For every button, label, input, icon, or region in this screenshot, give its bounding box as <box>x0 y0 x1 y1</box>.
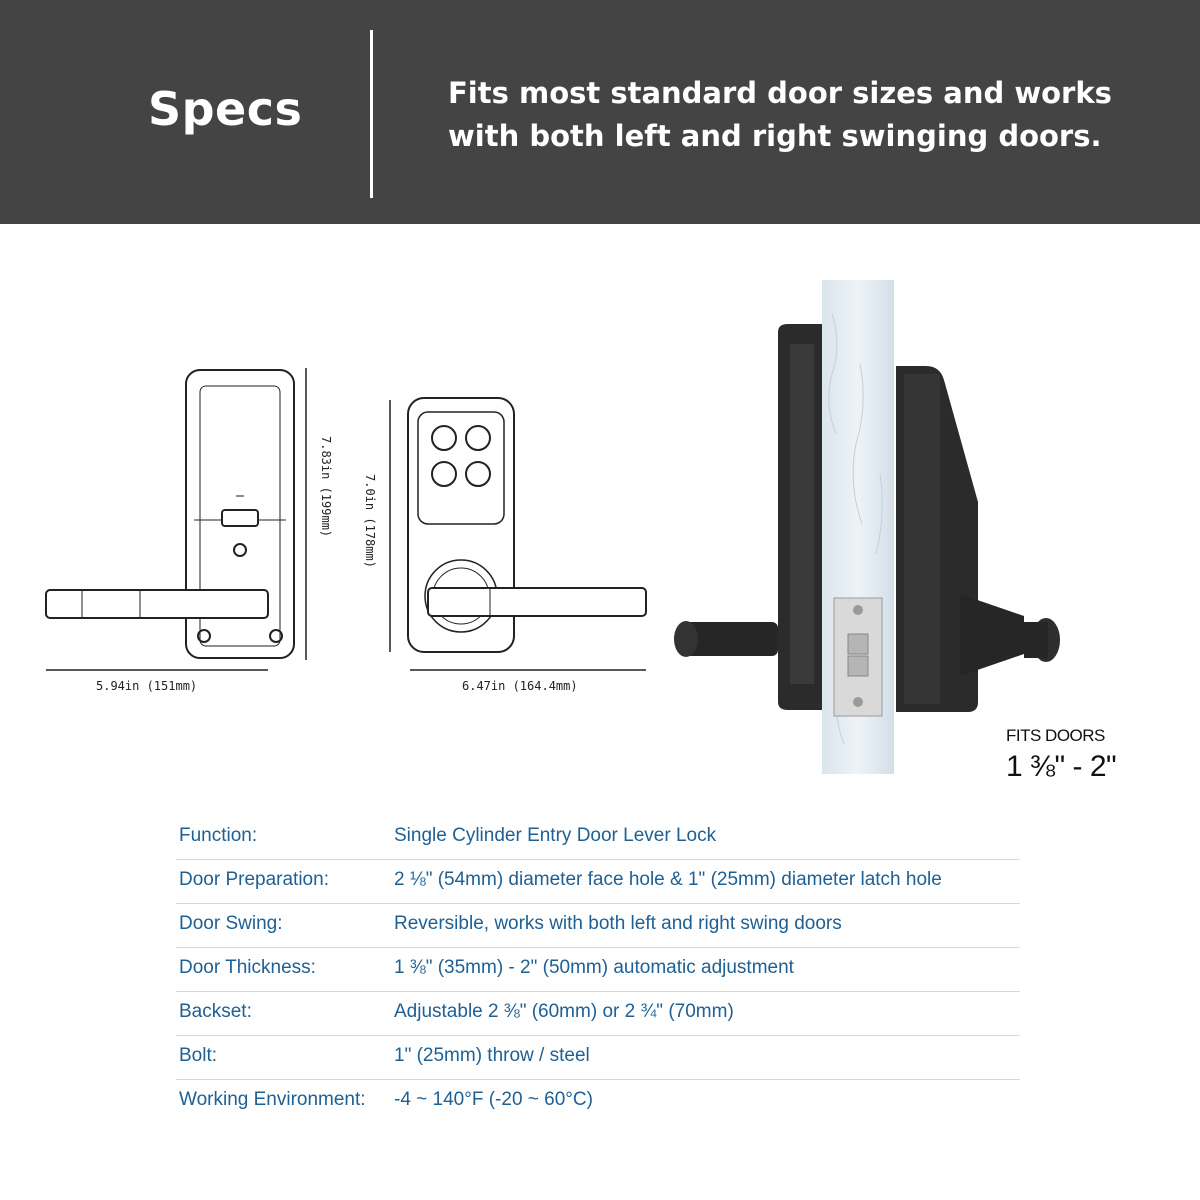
spec-value: -4 ~ 140°F (-20 ~ 60°C) <box>394 1089 593 1110</box>
keypad-width-label: 6.47in (164.4mm) <box>462 679 578 693</box>
spec-label: Door Thickness: <box>179 957 316 978</box>
front-height-label: 7.83in (199mm) <box>319 436 333 538</box>
spec-value: Single Cylinder Entry Door Lever Lock <box>394 825 717 846</box>
interior-lever <box>684 622 778 656</box>
fits-doors-range: 1 ⅜" - 2" <box>1006 750 1117 783</box>
spec-label: Door Swing: <box>179 913 283 934</box>
interior-lock-drawing <box>46 370 294 658</box>
side-view-lock <box>674 280 1060 774</box>
spec-value: 2 ⅛" (54mm) diameter face hole & 1" (25mm) diameter latch hole <box>394 869 942 890</box>
spec-label: Door Preparation: <box>179 869 329 890</box>
exterior-lock-drawing <box>408 398 646 652</box>
spec-value: Adjustable 2 ⅜" (60mm) or 2 ¾" (70mm) <box>394 1001 734 1022</box>
header-banner <box>0 0 1200 224</box>
spec-value: 1" (25mm) throw / steel <box>394 1045 590 1066</box>
spec-row-door-swing <box>176 904 1020 948</box>
spec-label: Working Environment: <box>179 1089 366 1110</box>
lock-drawings <box>0 224 1200 804</box>
spec-row-function <box>176 816 1020 860</box>
header-divider <box>370 30 373 198</box>
page-title: Specs <box>148 82 303 136</box>
spec-label: Backset: <box>179 1001 252 1022</box>
fits-doors-label: FITS DOORS <box>1006 726 1105 745</box>
spec-row-door-preparation <box>176 860 1020 904</box>
keypad-height-label: 7.0in (178mm) <box>363 474 377 568</box>
header-description: Fits most standard door sizes and works with both left and right swinging doors. <box>448 76 1112 153</box>
spec-row-door-thickness <box>176 948 1020 992</box>
spec-label: Bolt: <box>179 1045 218 1066</box>
spec-row-backset <box>176 992 1020 1036</box>
specs-table <box>176 816 1020 1123</box>
spec-label: Function: <box>179 825 258 846</box>
spec-row-bolt <box>176 1036 1020 1080</box>
spec-value: 1 ⅜" (35mm) - 2" (50mm) automatic adjustment <box>394 957 794 978</box>
lock-diagram-area <box>0 224 1200 804</box>
spec-row-working-environment <box>176 1080 1020 1123</box>
spec-value: Reversible, works with both left and right swing doors <box>394 913 842 934</box>
front-width-label: 5.94in (151mm) <box>96 679 198 693</box>
